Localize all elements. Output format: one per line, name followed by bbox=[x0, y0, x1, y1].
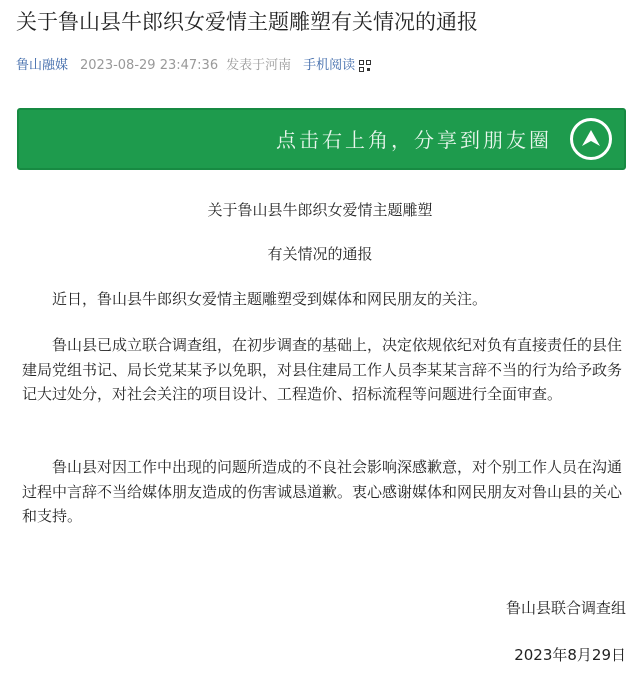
paragraph-1: 近日，鲁山县牛郎织女爱情主题雕塑受到媒体和网民朋友的关注。 bbox=[52, 290, 488, 308]
paragraph-2: 鲁山县已成立联合调查组，在初步调查的基础上，决定依规依纪对负有直接责任的县住建局党组书记、局长党某某予以免职，对县住建局工作人员李某某言辞不当的行为给予政务记大过处分，对社会关注的项目设计、工程造价、招标流程等问题进行全面审查。 bbox=[22, 336, 623, 403]
notice-date: 2023年8月29日 bbox=[514, 646, 626, 664]
paragraph-3: 鲁山县对因工作中出现的问题所造成的不良社会影响深感歉意，对个别工作人员在沟通过程中言辞不当给媒体朋友造成的伤害诚恳道歉。衷心感谢媒体和网民朋友对鲁山县的关心和支持。 bbox=[22, 458, 623, 525]
qr-code-icon[interactable] bbox=[359, 60, 371, 72]
publish-location: 发表于河南 bbox=[226, 58, 292, 73]
share-banner-text: 点击右上角，分享到朋友圈 bbox=[276, 128, 552, 152]
share-banner[interactable] bbox=[17, 108, 626, 170]
source-link[interactable]: 鲁山融媒 bbox=[16, 58, 69, 73]
article-meta bbox=[16, 56, 371, 76]
signature: 鲁山县联合调查组 bbox=[505, 599, 626, 617]
notice-heading-line1: 关于鲁山县牛郎织女爱情主题雕塑 bbox=[207, 201, 433, 219]
arrow-up-circle-icon[interactable] bbox=[570, 118, 612, 160]
article-title: 关于鲁山县牛郎织女爱情主题雕塑有关情况的通报 bbox=[16, 10, 478, 34]
publish-time: 2023-08-29 23:47:36 bbox=[80, 58, 219, 73]
notice-heading-line2: 有关情况的通报 bbox=[267, 245, 373, 263]
mobile-read-link[interactable]: 手机阅读 bbox=[303, 58, 356, 73]
